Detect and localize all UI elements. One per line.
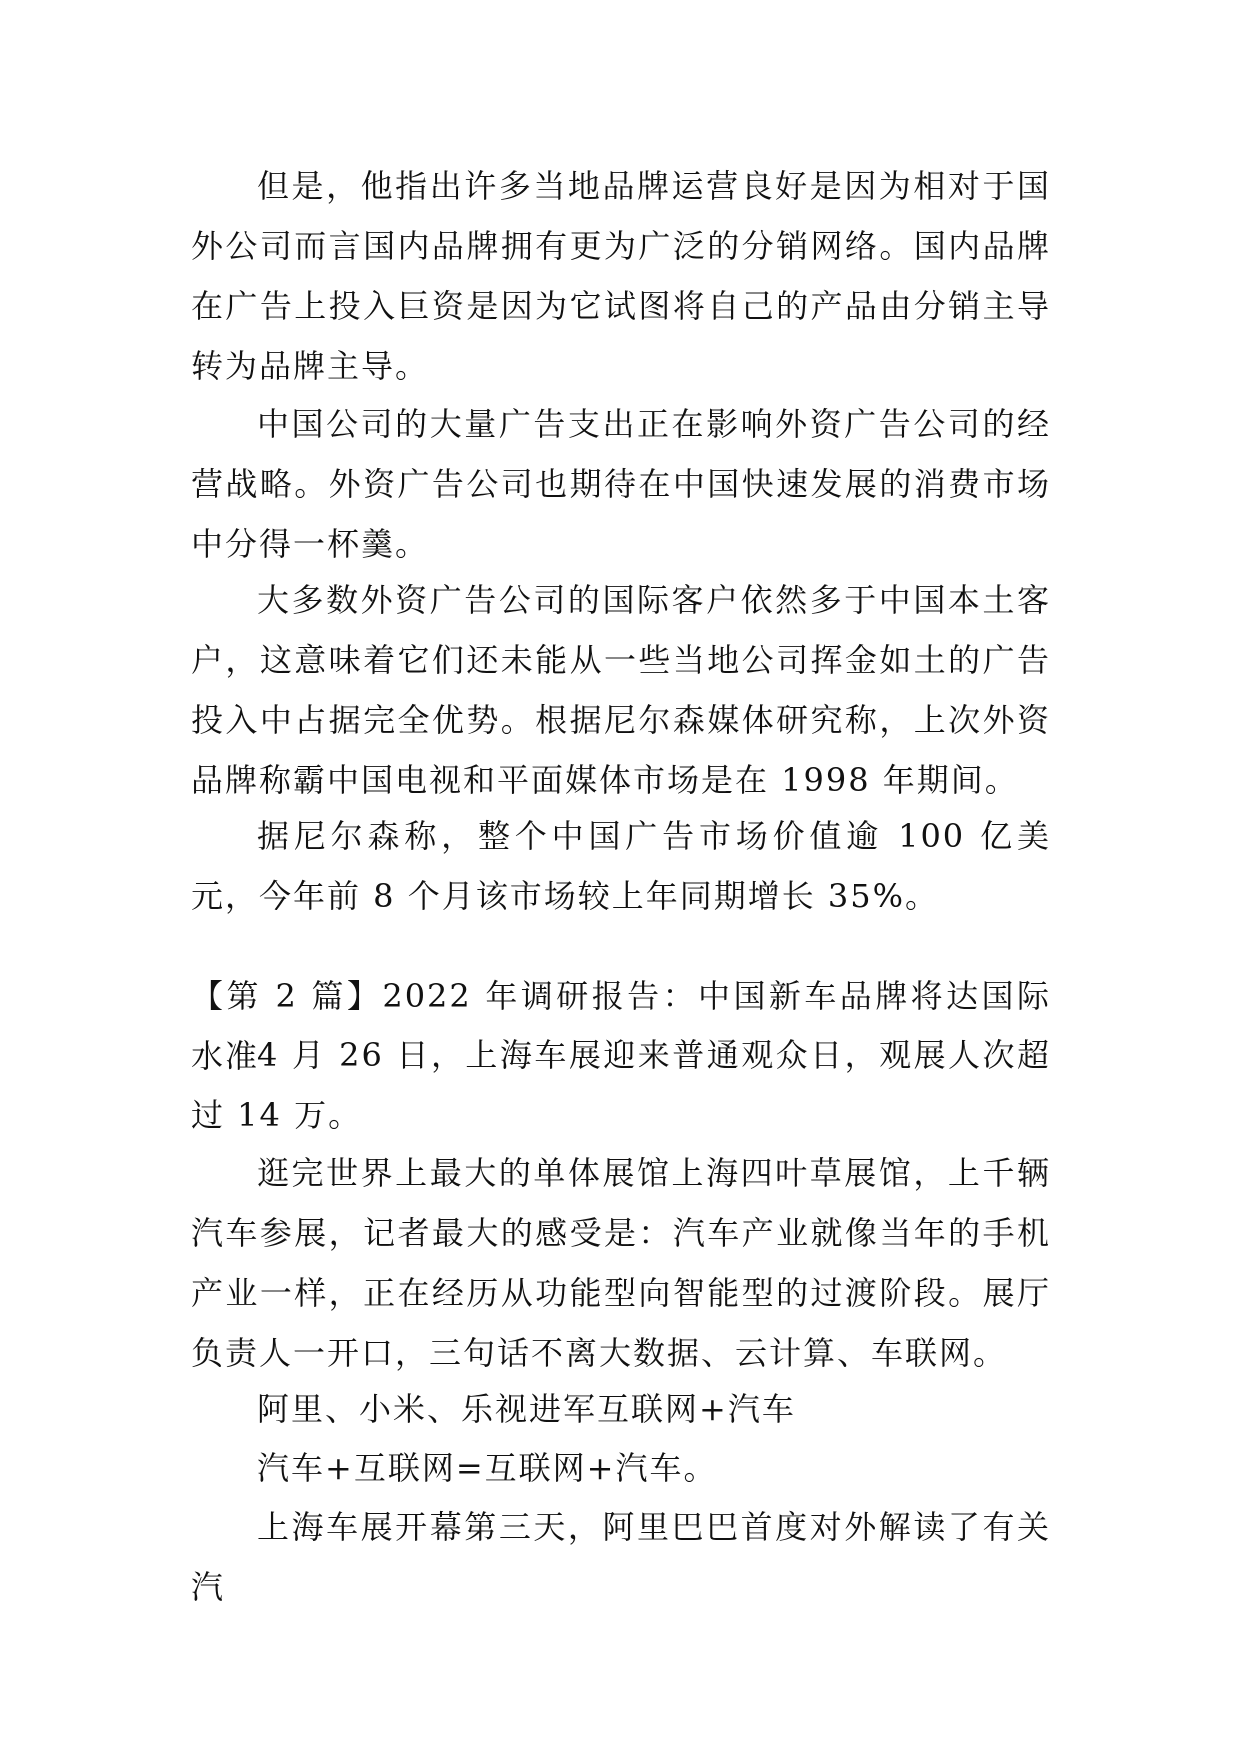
paragraph: 上海车展开幕第三天，阿里巴巴首度对外解读了有关汽 [191,1508,1051,1606]
paragraph: 汽车+互联网=互联网+汽车。 [257,1449,718,1487]
paragraph: 中国公司的大量广告支出正在影响外资广告公司的经营战略。外资广告公司也期待在中国快速发展的消费市场中分得一杯羹。 [191,405,1051,563]
paragraph: 阿里、小米、乐视进军互联网+汽车 [257,1390,796,1428]
section-heading: 【第 2 篇】2022 年调研报告：中国新车品牌将达国际水准 [191,977,1051,1075]
paragraph: 逛完世界上最大的单体展馆上海四叶草展馆，上千辆汽车参展，记者最大的感受是：汽车产业就像当年的手机产业一样，正在经历从功能型向智能型的过渡阶段。展厅负责人一开口，三句话不离大数据、云计算、车联网。 [191,1154,1051,1372]
paragraph: 但是，他指出许多当地品牌运营良好是因为相对于国外公司而言国内品牌拥有更为广泛的分销网络。国内品牌在广告上投入巨资是因为它试图将自己的产品由分销主导转为品牌主导。 [191,167,1051,385]
paragraph: 据尼尔森称，整个中国广告市场价值逾 100 亿美元，今年前 8 个月该市场较上年同期增长 35%。 [191,817,1051,915]
paragraph: 大多数外资广告公司的国际客户依然多于中国本土客户，这意味着它们还未能从一些当地公司挥金如土的广告投入中占据完全优势。根据尼尔森媒体研究称，上次外资品牌称霸中国电视和平面媒体市场是在 1998 年期间。 [191,581,1051,799]
paragraph: 4 月 26 日，上海车展迎来普通观众日，观展人次超过 14 万。 [191,1036,1051,1134]
